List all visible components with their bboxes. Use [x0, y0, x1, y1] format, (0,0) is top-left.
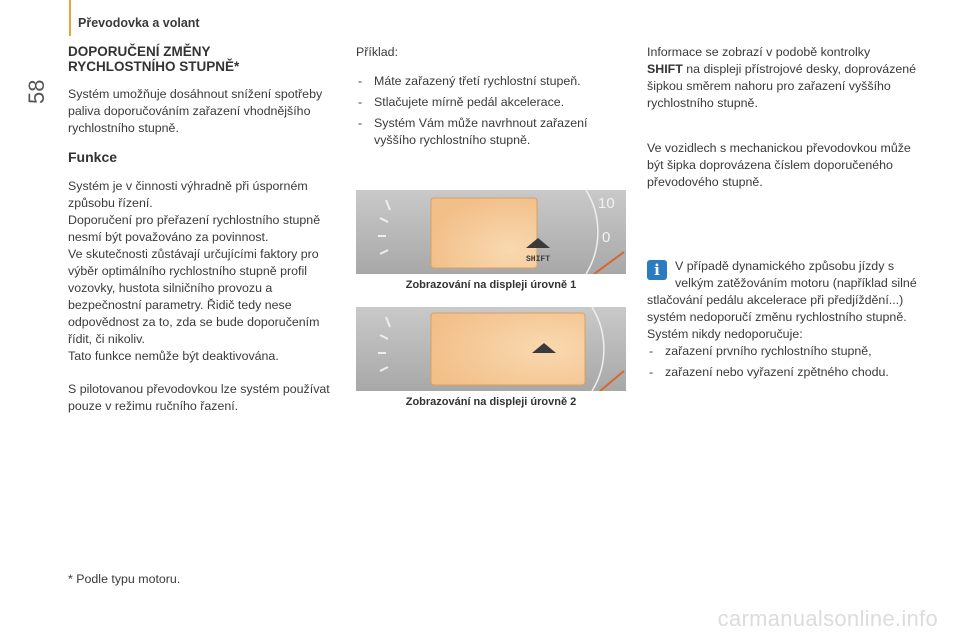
gauge-bottom-number: 0: [602, 229, 611, 246]
example-list: [356, 73, 628, 149]
header-accent-bar: [69, 0, 71, 36]
watermark: carmanualsonline.info: [717, 606, 938, 631]
footnote: * Podle typu motoru.: [68, 572, 181, 586]
funkce-paragraph-4: Tato funkce nemůže být deaktivována.: [68, 349, 279, 363]
info-note-text: V případě dynamického způsobu jízdy s velkým zatěžováním motoru (například silné stlačování pedálu akcelerace při předjíždění...) systém nedoporučí změnu rychlostního stupně.: [647, 259, 917, 324]
never-list: [647, 343, 919, 381]
section-heading-line1: DOPORUČENÍ ZMĚNY: [68, 44, 211, 59]
list-item: - zařazení nebo vyřazení zpětného chodu.: [647, 364, 919, 381]
info-note: [647, 258, 919, 385]
info-icon: i: [647, 260, 667, 280]
list-item: - Systém Vám může navrhnout zařazení vyššího rychlostního stupně.: [356, 115, 628, 149]
shift-paragraph-start: Informace se zobrazí v podobě kontrolky: [647, 45, 871, 59]
lcd-screen: [431, 198, 537, 268]
shift-paragraph: [647, 44, 919, 112]
list-item: - Stlačujete mírně pedál akcelerace.: [356, 94, 628, 111]
funkce-paragraph-1: Systém je v činnosti výhradně při úsporném způsobu řízení.: [68, 179, 308, 210]
funkce-heading: Funkce: [68, 149, 118, 165]
example-title: Příklad:: [356, 45, 399, 59]
intro-paragraph: Systém umožňuje dosáhnout snížení spotřeby paliva doporučováním zařazení vhodnějšího rychlostního stupně.: [68, 87, 323, 135]
funkce-paragraph-2: Doporučení pro přeřazení rychlostního stupně nesmí být považováno za povinnost.: [68, 213, 321, 244]
list-item: - Máte zařazený třetí rychlostní stupeň.: [356, 73, 628, 90]
lcd-screen: [431, 313, 585, 385]
list-item: - zařazení prvního rychlostního stupně,: [647, 343, 919, 360]
shift-paragraph-end: na displeji přístrojové desky, doprovázené šipkou směrem nahoru pro zařazení vyššího rychlostního stupně.: [647, 62, 917, 110]
display-level-2-svg: [356, 307, 626, 391]
shift-keyword: SHIFT: [647, 62, 683, 76]
caption-level-1: Zobrazování na displeji úrovně 1: [405, 279, 577, 291]
right-column: [647, 44, 919, 191]
manual-gearbox-paragraph: Ve vozidlech s mechanickou převodovkou může být šipka doprovázena číslem doporučeného převodového stupně.: [647, 141, 911, 189]
section-heading: [68, 44, 340, 74]
gauge-top-number: 10: [598, 195, 615, 212]
page-number: 58: [24, 79, 49, 104]
page-header-title: Převodovka a volant: [78, 16, 200, 30]
left-column: [68, 44, 340, 415]
pilot-paragraph: S pilotovanou převodovkou lze systém používat pouze v režimu ručního řazení.: [68, 382, 330, 413]
section-heading-line2: RYCHLOSTNÍHO STUPNĚ*: [68, 59, 240, 74]
caption-level-2: Zobrazování na displeji úrovně 2: [405, 396, 577, 408]
middle-column: [356, 44, 628, 153]
never-recommends-title: Systém nikdy nedoporučuje:: [647, 327, 803, 341]
funkce-paragraph-3: Ve skutečnosti zůstávají určujícími faktory pro výběr optimálního rychlostního stupně profil vozovky, hustota silničního provozu a bezpečnostní parametry. Řidič tedy nese odpovědnost za to, zda se bude doporučením řídit, či nikoliv.: [68, 247, 320, 346]
display-level-2-image: [356, 307, 626, 391]
shift-label: SHIFT: [525, 255, 551, 264]
display-level-1-svg: [356, 190, 626, 274]
display-level-1-image: [356, 190, 626, 274]
